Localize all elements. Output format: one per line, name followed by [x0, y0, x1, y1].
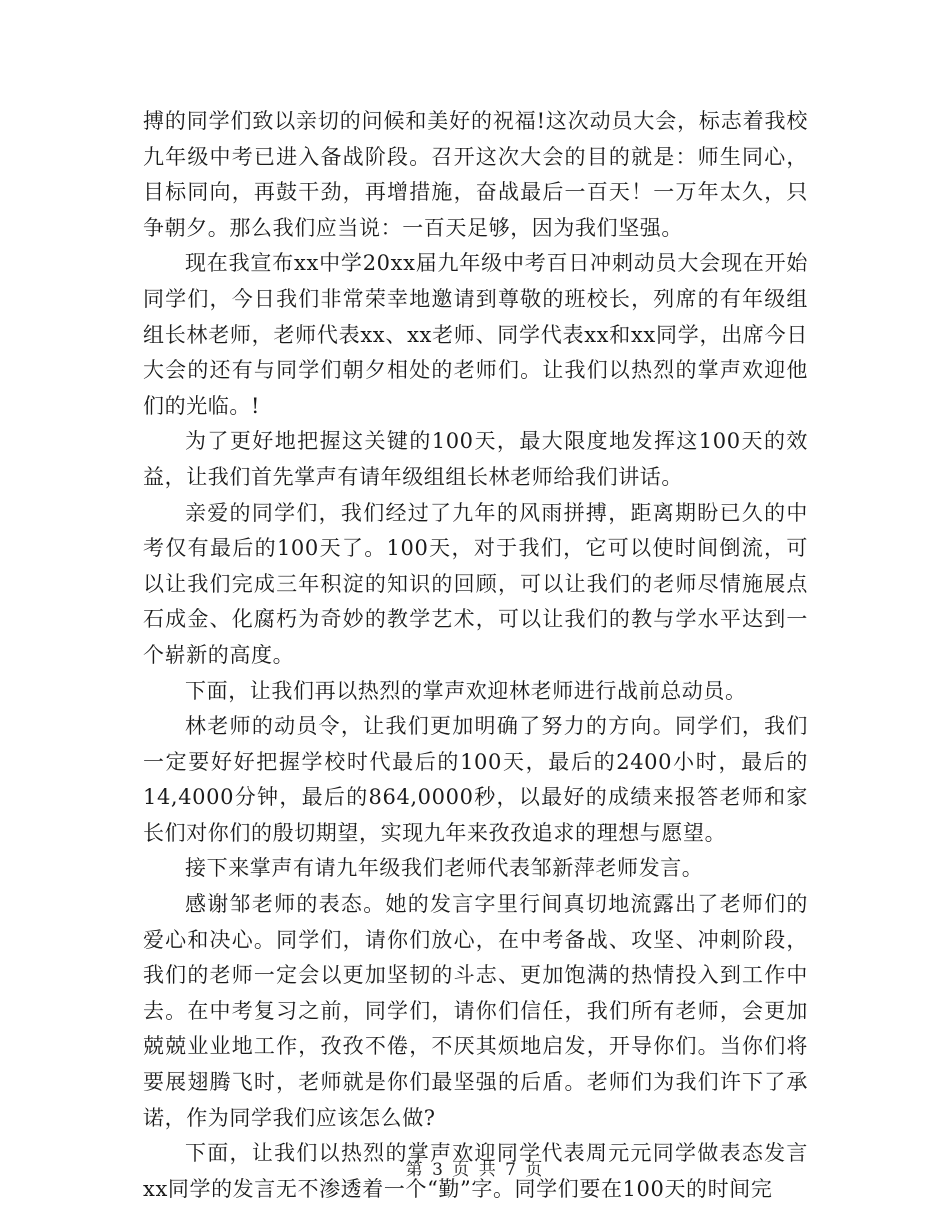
paragraph-1: 搏的同学们致以亲切的问候和美好的祝福!这次动员大会，标志着我校九年级中考已进入备战阶段。召开这次大会的目的就是：师生同心，目标同向，再鼓干劲，再增措施，奋战最后一百天！一万年太久，只争朝夕。那么我们应当说：一百天足够，因为我们坚强。: [143, 109, 808, 240]
paragraph-2: 现在我宣布xx中学20xx届九年级中考百日冲刺动员大会现在开始同学们，今日我们非常荣幸地邀请到尊敬的班校长，列席的有年级组组长林老师，老师代表xx、xx老师、同学代表xx和xx同学，出席今日大会的还有与同学们朝夕相处的老师们。让我们以热烈的掌声欢迎他们的光临。!: [143, 251, 808, 418]
paragraph-6: 林老师的动员令，让我们更加明确了努力的方向。同学们，我们一定要好好把握学校时代最后的100天，最后的2400小时，最后的14,4000分钟，最后的864,0000秒，以最好的成绩来报答老师和家长们对你们的殷切期望，实现九年来孜孜追求的理想与愿望。: [143, 714, 808, 845]
paragraph-5: 下面，让我们再以热烈的掌声欢迎林老师进行战前总动员。: [185, 678, 747, 703]
document-body: [143, 104, 808, 1207]
paragraph-7: 接下来掌声有请九年级我们老师代表邹新萍老师发言。: [185, 856, 704, 881]
paragraph-9: 下面，让我们以热烈的掌声欢迎同学代表周元元同学做表态发言xx同学的发言无不渗透着一个“勤”字。同学们要在100天的时间完: [143, 1141, 808, 1201]
paragraph-3: 为了更好地把握这关键的100天，最大限度地发挥这100天的效益，让我们首先掌声有请年级组组长林老师给我们讲话。: [143, 429, 808, 489]
page-number-footer: 第 3 页 共 7 页: [405, 1160, 545, 1180]
paragraph-4: 亲爱的同学们，我们经过了九年的风雨拼搏，距离期盼已久的中考仅有最后的100天了。100天，对于我们，它可以使时间倒流，可以让我们完成三年积淀的知识的回顾，可以让我们的老师尽情施展点石成金、化腐朽为奇妙的教学艺术，可以让我们的教与学水平达到一个崭新的高度。: [143, 500, 808, 667]
paragraph-8: 感谢邹老师的表态。她的发言字里行间真切地流露出了老师们的爱心和决心。同学们，请你们放心，在中考备战、攻坚、冲刺阶段，我们的老师一定会以更加坚韧的斗志、更加饱满的热情投入到工作中去。在中考复习之前，同学们，请你们信任，我们所有老师，会更加兢兢业业地工作，孜孜不倦，不厌其烦地启发，开导你们。当你们将要展翅腾飞时，老师就是你们最坚强的后盾。老师们为我们许下了承诺，作为同学我们应该怎么做?: [143, 892, 808, 1130]
